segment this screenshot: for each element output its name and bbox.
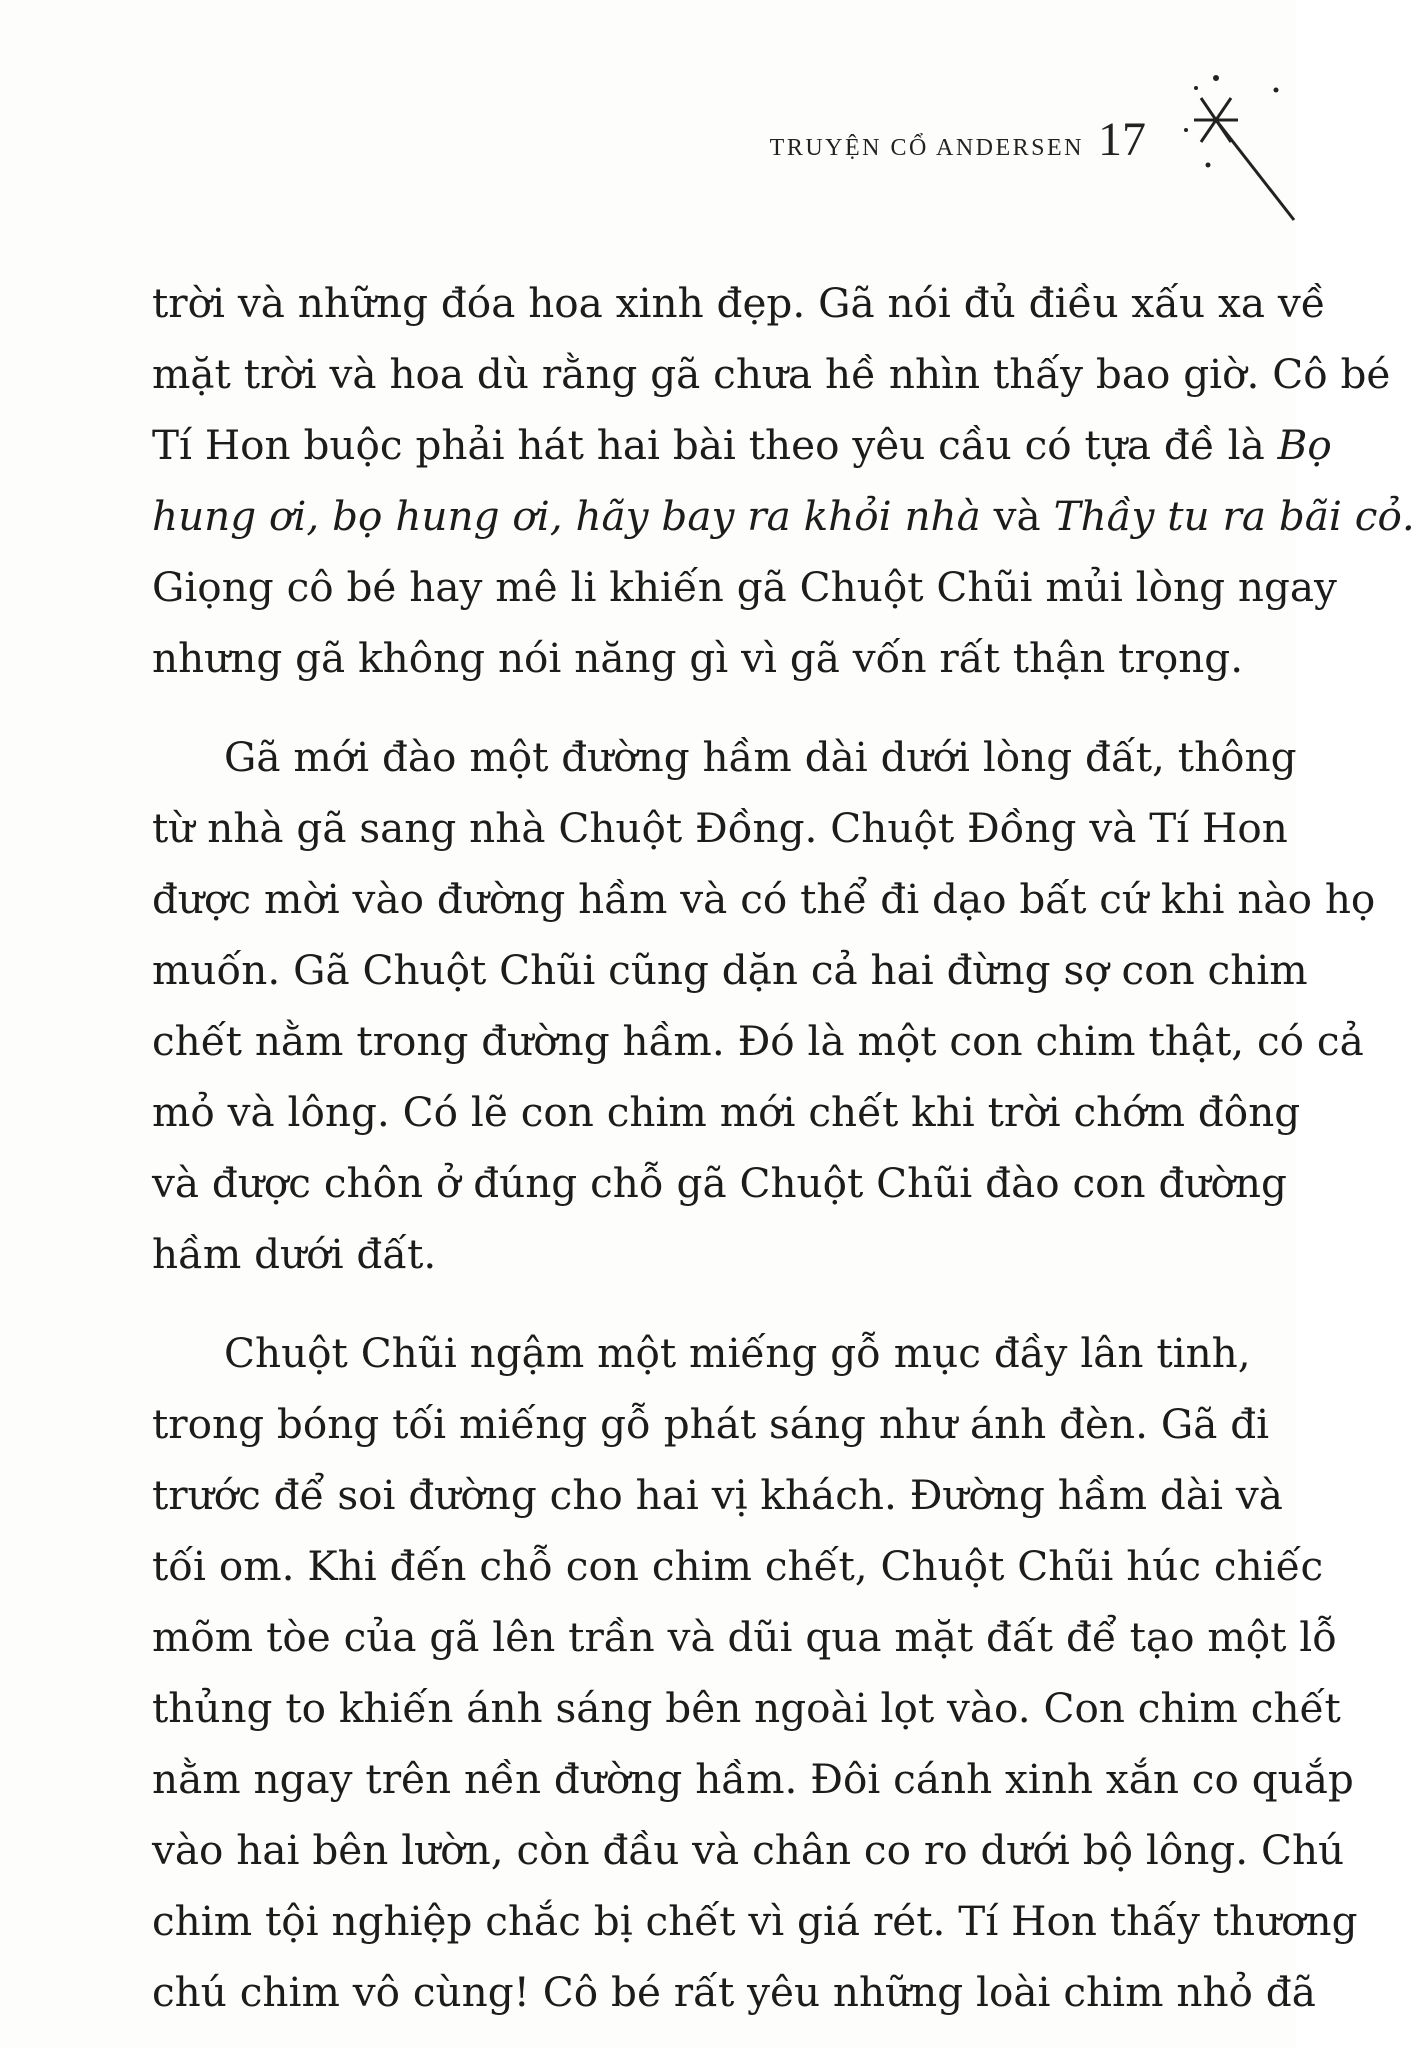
text-line: Gã mới đào một đường hầm dài dưới lòng đất, thông: [224, 733, 1297, 781]
text-line: mặt trời và hoa dù rằng gã chưa hề nhìn thấy bao giờ. Cô bé: [152, 350, 1391, 398]
paragraph-3: [152, 1318, 1358, 2028]
text-line: chết nằm trong đường hầm. Đó là một con chim thật, có cả: [152, 1017, 1364, 1065]
text-fragment: Tí Hon buộc phải hát hai bài theo yêu cầu có tựa đề là: [152, 421, 1265, 469]
text-line: [152, 481, 1415, 552]
text-line: Chuột Chũi ngậm một miếng gỗ mục đầy lân tinh,: [224, 1329, 1251, 1377]
text-line: mõm tòe của gã lên trần và dũi qua mặt đất để tạo một lỗ: [152, 1613, 1338, 1661]
text-line: nằm ngay trên nền đường hầm. Đôi cánh xinh xắn co quắp: [152, 1755, 1354, 1803]
text-line: từ nhà gã sang nhà Chuột Đồng. Chuột Đồng và Tí Hon: [152, 804, 1288, 852]
magic-wand-sparkle-icon: [1156, 60, 1296, 230]
body-text: [152, 268, 1415, 2028]
text-line: trong bóng tối miếng gỗ phát sáng như ánh đèn. Gã đi: [152, 1400, 1270, 1448]
text-line: mỏ và lông. Có lẽ con chim mới chết khi trời chớm đông: [152, 1088, 1301, 1136]
text-line: vào hai bên lườn, còn đầu và chân co ro dưới bộ lông. Chú: [152, 1826, 1345, 1874]
paragraph-2: [152, 722, 1376, 1290]
text-line: [152, 410, 1332, 481]
text-line: chim tội nghiệp chắc bị chết vì giá rét. Tí Hon thấy thương: [152, 1897, 1358, 1945]
text-line: trước để soi đường cho hai vị khách. Đường hầm dài và: [152, 1471, 1283, 1519]
text-line: thủng to khiến ánh sáng bên ngoài lọt vào. Con chim chết: [152, 1684, 1341, 1732]
text-line: hầm dưới đất.: [152, 1230, 437, 1278]
text-line: muốn. Gã Chuột Chũi cũng dặn cả hai đừng sợ con chim: [152, 946, 1308, 994]
text-line: nhưng gã không nói năng gì vì gã vốn rất thận trọng.: [152, 634, 1244, 682]
text-line: trời và những đóa hoa xinh đẹp. Gã nói đủ điều xấu xa về: [152, 279, 1326, 327]
running-title: TRUYỆN CỔ ANDERSEN: [769, 135, 1084, 161]
page-header: [770, 112, 1146, 167]
song-title-fragment: Bọ: [1277, 421, 1332, 469]
text-line: và được chôn ở đúng chỗ gã Chuột Chũi đào con đường: [152, 1159, 1287, 1207]
text-line: được mời vào đường hầm và có thể đi dạo bất cứ khi nào họ: [152, 875, 1376, 923]
text-line: chú chim vô cùng! Cô bé rất yêu những loài chim nhỏ đã: [152, 1968, 1316, 2016]
text-line: tối om. Khi đến chỗ con chim chết, Chuột Chũi húc chiếc: [152, 1542, 1324, 1590]
text-fragment: và: [993, 492, 1041, 540]
song-title-2: Thầy tu ra bãi cỏ.: [1053, 492, 1415, 540]
text-line: Giọng cô bé hay mê li khiến gã Chuột Chũi mủi lòng ngay: [152, 563, 1337, 611]
song-title-1: hung ơi, bọ hung ơi, hãy bay ra khỏi nhà: [152, 492, 981, 540]
paragraph-1: [152, 268, 1415, 694]
page-number: 17: [1098, 113, 1146, 166]
